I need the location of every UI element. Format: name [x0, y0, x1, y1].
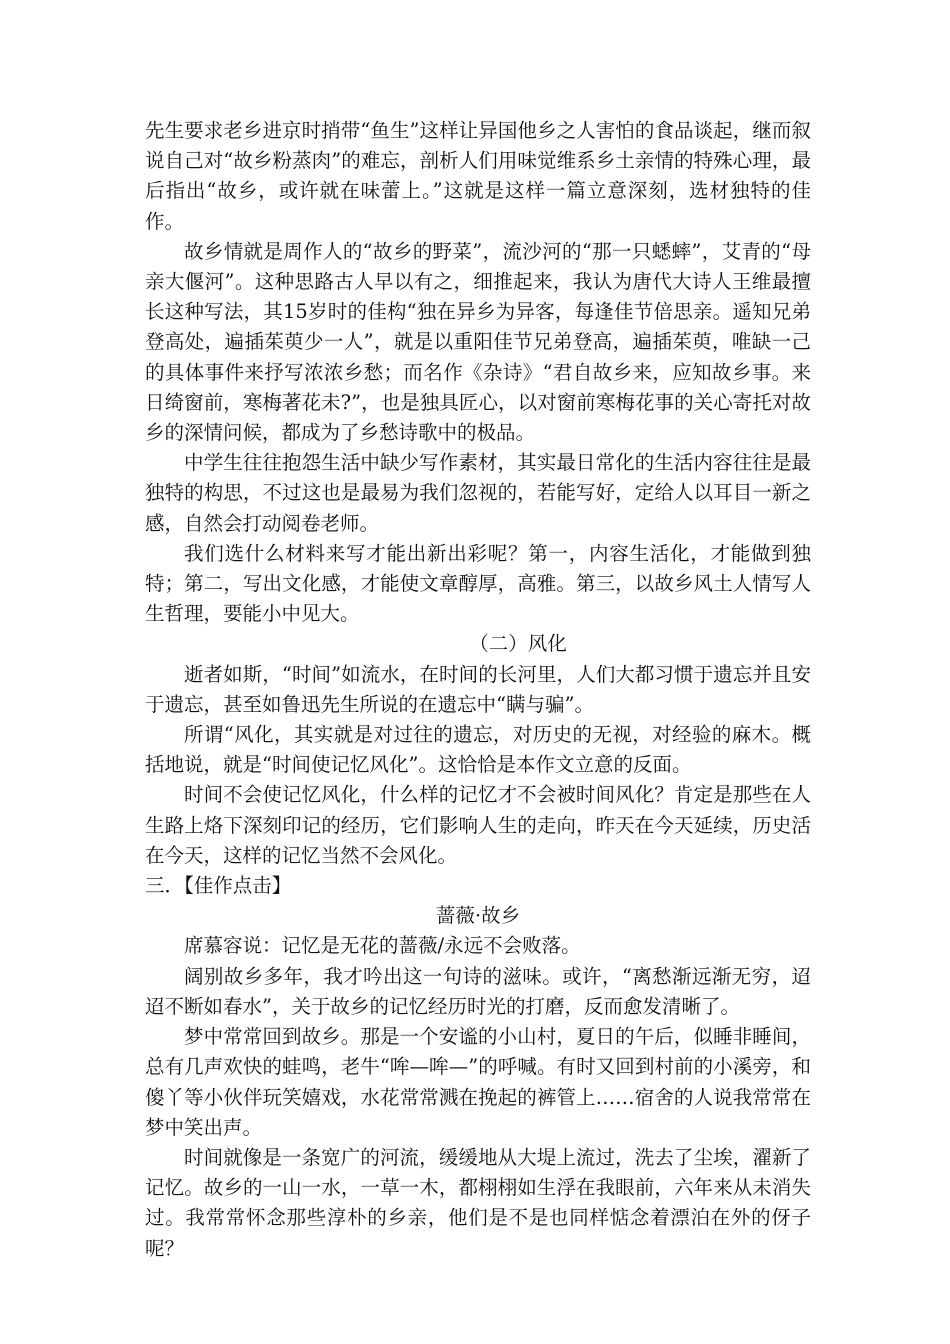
paragraph-intro-continued: 先生要求老乡进京时捎带“鱼生”这样让异国他乡之人害怕的食品谈起，继而叙说自己对“故乡粉蒸肉”的难忘，剖析人们用味觉维系乡土亲情的特殊心理，最后指出“故乡，或许就在味蕾上。”这就是这样一篇立意深刻，选材独特的佳作。: [145, 119, 811, 233]
essay-paragraph-2: 阔别故乡多年，我才吟出这一句诗的滋味。或许，“离愁渐远渐无穷，迢迢不断如春水”，关于故乡的记忆经历时光的打磨，反而愈发清晰了。: [145, 964, 811, 1018]
paragraph-weathering-2: 所谓“风化，其实就是对过往的遗忘，对历史的无视，对经验的麻木。概括地说，就是“时间使记忆风化”。这恰恰是本作文立意的反面。: [145, 723, 811, 777]
essay-title: 蔷薇·故乡: [435, 904, 521, 928]
paragraph-weathering-1: 逝者如斯，“时间”如流水，在时间的长河里，人们大都习惯于遗忘并且安于遗忘，甚至如鲁迅先生所说的在遗忘中“瞒与骗”。: [145, 662, 811, 716]
section-label-featured-essay: 三．【佳作点击】: [145, 874, 292, 898]
paragraph-daily-life-material: 中学生往往抱怨生活中缺少写作素材，其实最日常化的生活内容往往是最独特的构思，不过这也是最易为我们忽视的，若能写好，定给人以耳目一新之感，自然会打动阅卷老师。: [145, 451, 811, 535]
paragraph-material-selection: 我们选什么材料来写才能出新出彩呢？第一，内容生活化，才能做到独特；第二，写出文化感，才能使文章醇厚，高雅。第三，以故乡风土人情写人生哲理，要能小中见大。: [145, 541, 811, 626]
essay-paragraph-3: 梦中常常回到故乡。那是一个安谧的小山村，夏日的午后，似睡非睡间，总有几声欢快的蛙鸣，老牛“哞—哞—”的呼喊。有时又回到村前的小溪旁，和傻丫等小伙伴玩笑嬉戏，水花常常溅在挽起的裤管上……宿舍的人说我常常在梦中笑出声。: [145, 1025, 811, 1139]
section-heading-weathering: （二）风化: [469, 632, 567, 656]
essay-paragraph-4: 时间就像是一条宽广的河流，缓缓地从大堤上流过，洗去了尘埃，濯新了记忆。故乡的一山一水，一草一木，都栩栩如生浮在我眼前，六年来从未消失过。我常常怀念那些淳朴的乡亲，他们是不是也同样惦念着漂泊在外的伢子呢？: [145, 1145, 811, 1260]
document-body: [145, 116, 811, 1264]
essay-paragraph-1: 席慕容说：记忆是无花的蔷薇/永远不会败落。: [184, 934, 581, 958]
paragraph-weathering-3: 时间不会使记忆风化，什么样的记忆才不会被时间风化？肯定是那些在人生路上烙下深刻印记的经历，它们影响人生的走向，昨天在今天延续，历史活在今天，这样的记忆当然不会风化。: [145, 783, 811, 867]
paragraph-homesick-examples: 故乡情就是周作人的“故乡的野菜”，流沙河的“那一只蟋蟀”，艾青的“母亲大偃河”。这种思路古人早以有之，细推起来，我认为唐代大诗人王维最擅长这种写法，其15岁时的佳构“独在异乡为异客，每逢佳节倍思亲。遥知兄弟登高处，遍插茱萸少一人”，就是以重阳佳节兄弟登高，遍插茱萸，唯缺一己的具体事件来抒写浓浓乡愁；而名作《杂诗》“君自故乡来，应知故乡事。来日绮窗前，寒梅著花未?”，也是独具匠心，以对窗前寒梅花事的关心寄托对故乡的深情问候，都成为了乡愁诗歌中的极品。: [145, 239, 811, 445]
